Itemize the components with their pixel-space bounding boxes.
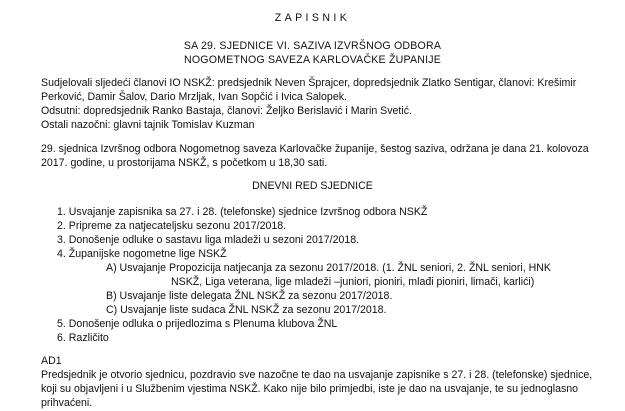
document-title: ZAPISNIK xyxy=(274,12,351,24)
agenda-item: 1. Usvajanje zapisnika sa 27. i 28. (telefonske) sjednice Izvršnog odbora NSKŽ xyxy=(57,206,428,218)
agenda-subitem: B) Usvajanje liste delegata ŽNL NSKŽ za sezonu 2017/2018. xyxy=(106,290,393,302)
agenda-item: 6. Različito xyxy=(57,332,109,344)
ad1-paragraph-line-2: koji su objavljeni i u Službenim vjestima NSKŽ. Kako nije bilo primjedbi, iste je dao na usvajanje, te su jednoglasno xyxy=(41,383,579,395)
absent-members: Odsutni: dopredsjednik Ranko Bastaja, članovi: Željko Berislavić i Marin Svetić. xyxy=(41,105,412,117)
present-members-line-1: Sudjelovali sljedeći članovi IO NSKŽ: predsjednik Neven Šprajcer, dopredsjednik Zlatko Sentigar, članovi: Krešimir xyxy=(41,77,577,89)
agenda-item: 3. Donošenje odluke o sastavu liga mladeži u sezoni 2017/2018. xyxy=(57,234,360,246)
ad1-heading: AD1 xyxy=(41,355,62,367)
ad1-paragraph-line-3: prihvaćeni. xyxy=(41,397,93,409)
intro-paragraph-line-2: 2017. godine, u prostorijama NSKŽ, s početkom u 18,30 sati. xyxy=(41,157,328,169)
intro-paragraph-line-1: 29. sjednica Izvršnog odbora Nogometnog saveza Karlovačke županije, šestog saziva, održana je dana 21. kolovoza xyxy=(41,143,589,155)
other-attendees: Ostali nazočni: glavni tajnik Tomislav Kuzman xyxy=(41,119,255,131)
agenda-subitem: A) Usvajanje Propozicija natjecanja za sezonu 2017/2018. (1. ŽNL seniori, 2. ŽNL seniori, HNK xyxy=(106,262,551,274)
agenda-item: 2. Pripreme za natjecateljsku sezonu 2017/2018. xyxy=(57,220,287,232)
organization-heading: NOGOMETNOG SAVEZA KARLOVAČKE ŽUPANIJE xyxy=(184,54,441,66)
agenda-item: 5. Donošenje odluka o prijedlozima s Plenuma klubova ŽNL xyxy=(57,318,338,330)
ad1-paragraph-line-1: Predsjednik je otvorio sjednicu, pozdravio sve nazočne te dao na usvajanje zapisnike s 27. i 28. (telefonske) sjednice, xyxy=(41,369,593,381)
session-heading: SA 29. SJEDNICE VI. SAZIVA IZVRŠNOG ODBORA xyxy=(183,40,442,52)
present-members-line-2: Perković, Damir Šalov, Dario Mrzljak, Ivan Sopčić i Ivica Salopek. xyxy=(41,91,347,103)
agenda-item: 4. Županijske nogometne lige NSKŽ xyxy=(57,248,227,260)
agenda-subitem: C) Usvajanje liste sudaca ŽNL NSKŽ za sezonu 2017/2018. xyxy=(106,304,387,316)
agenda-title: DNEVNI RED SJEDNICE xyxy=(252,180,373,192)
agenda-subitem-continuation: NSKŽ, Liga veterana, lige mladeži –juniori, pioniri, mlađi pioniri, limači, karlići) xyxy=(171,276,535,288)
